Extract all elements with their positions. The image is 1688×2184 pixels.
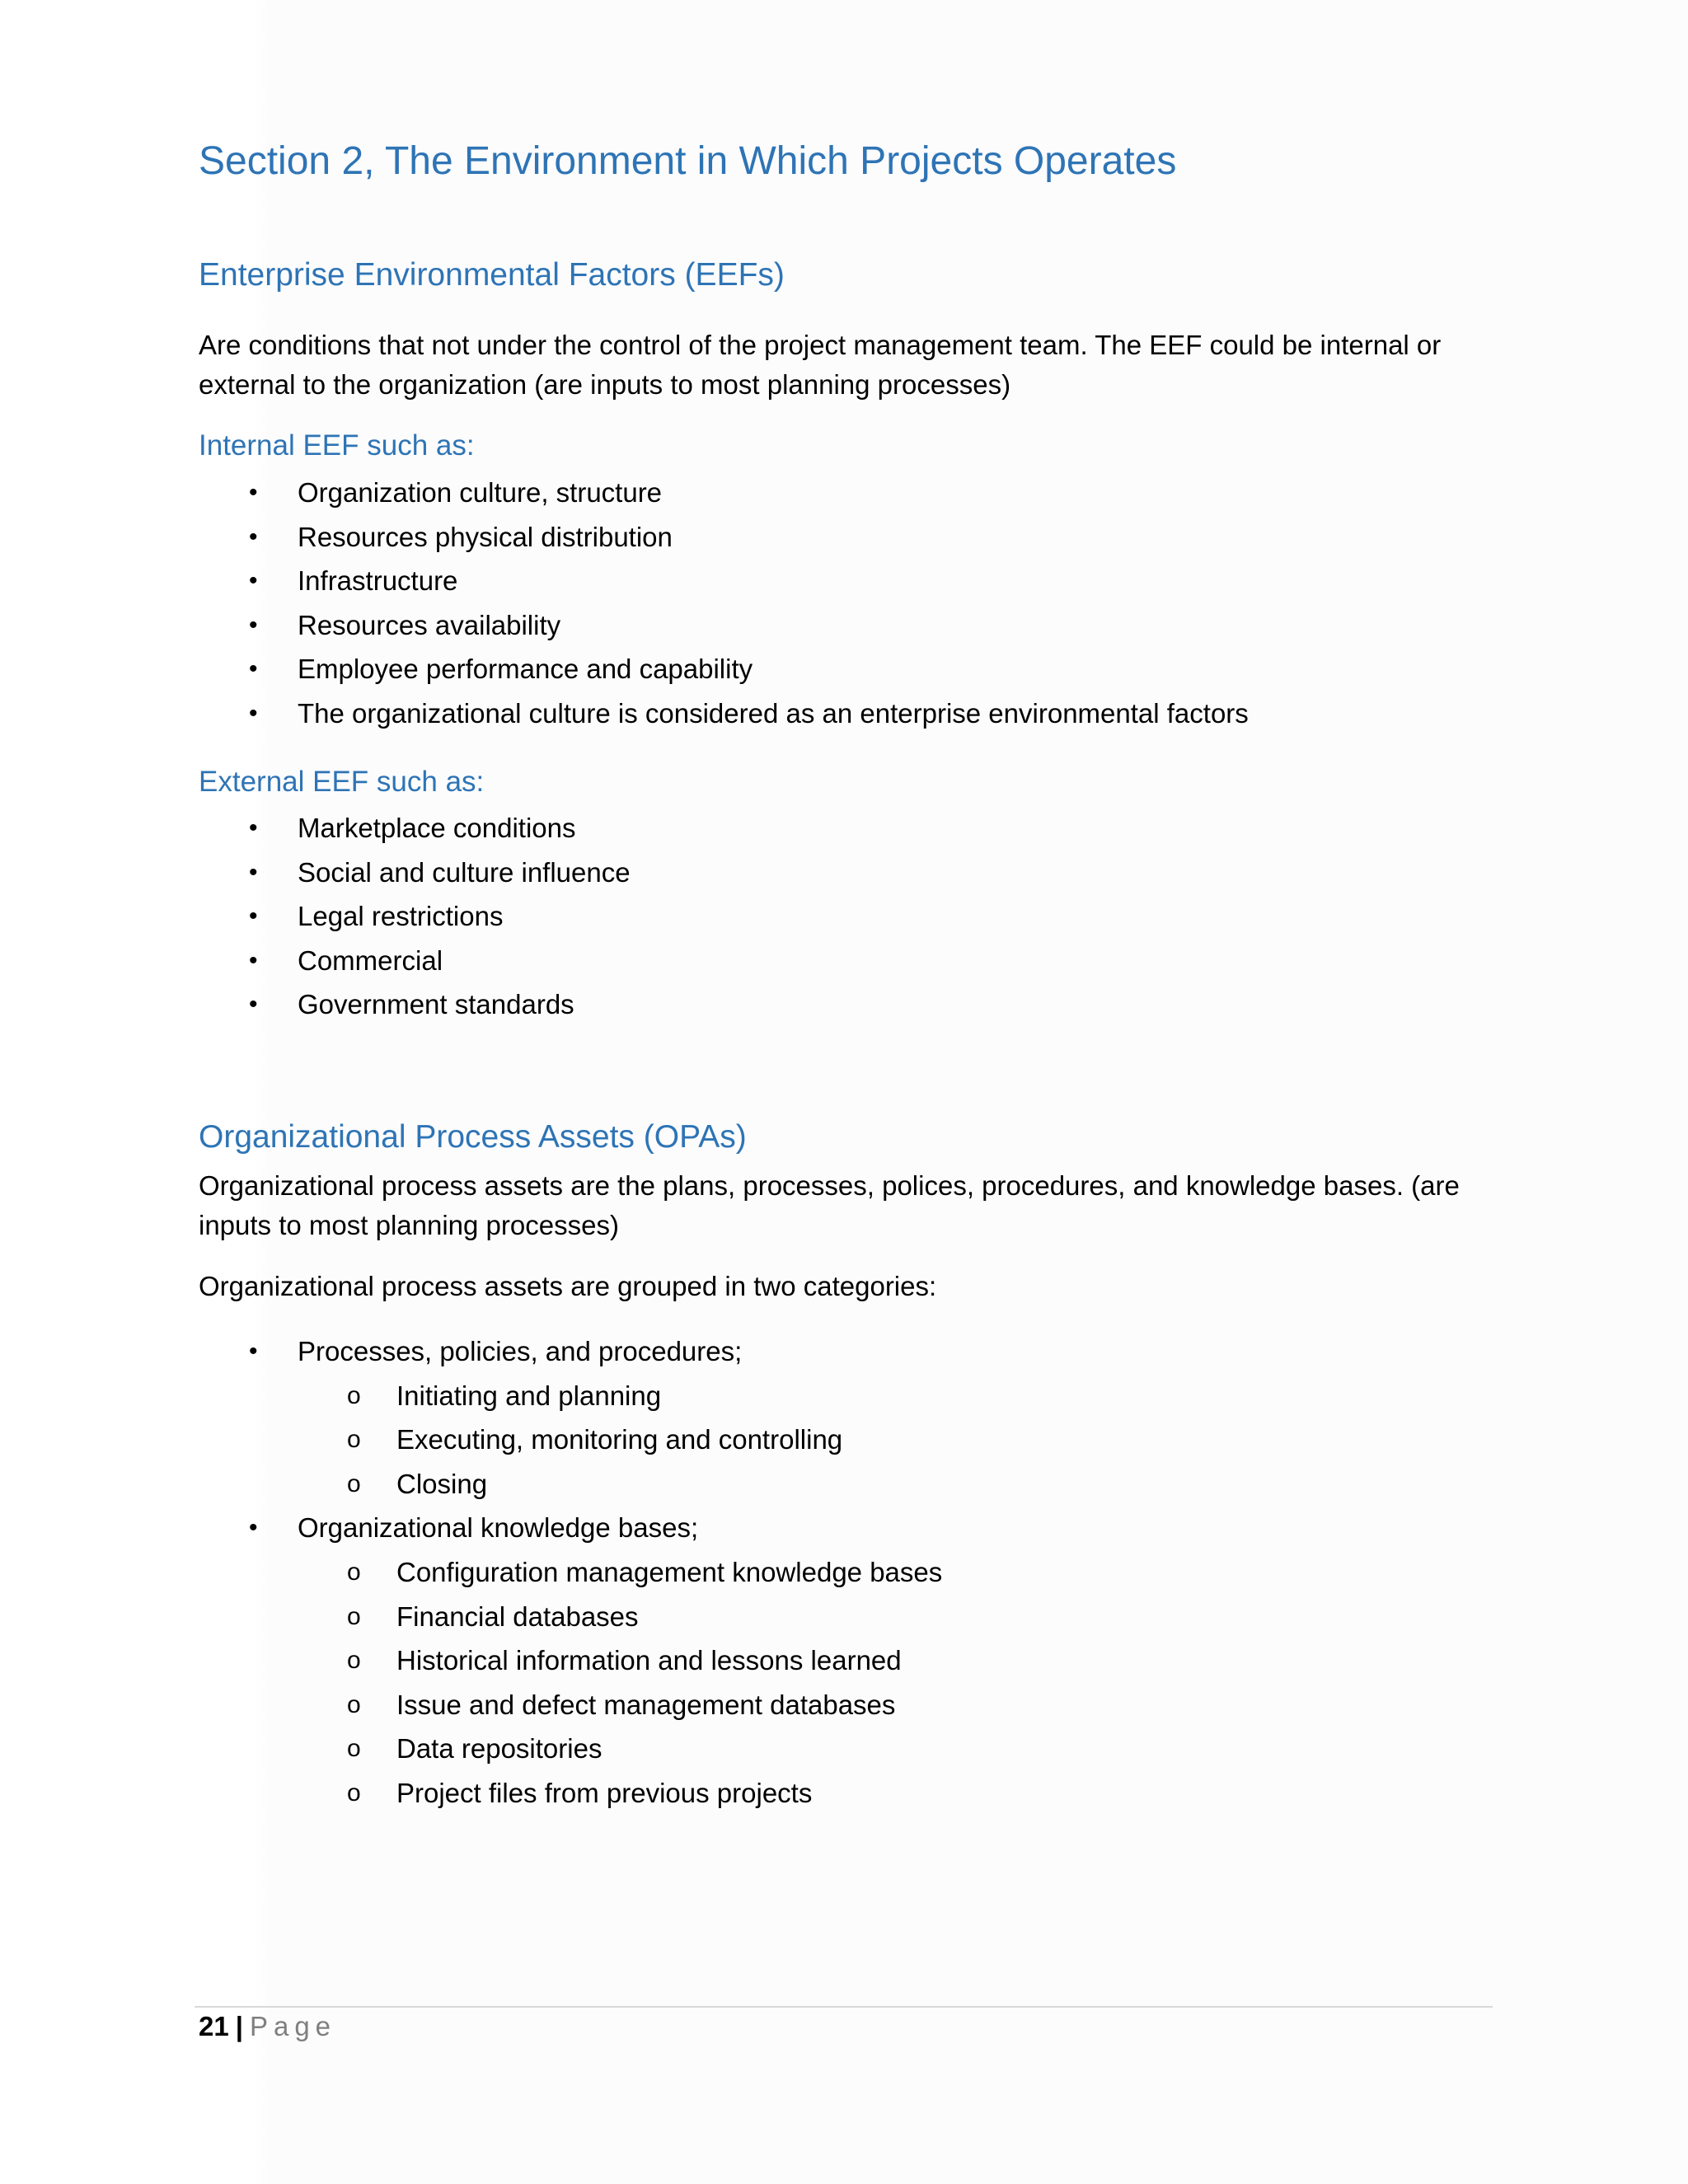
list-item: • Resources availability [199, 603, 1493, 648]
section-title: Section 2, The Environment in Which Projects Operates [199, 139, 1177, 183]
circle-bullet-icon: o [347, 1381, 361, 1409]
bullet-icon: • [249, 567, 258, 595]
circle-bullet-icon: o [347, 1558, 361, 1586]
external-eef-heading: External EEF such as: [199, 766, 485, 798]
circle-bullet-icon: o [347, 1779, 361, 1807]
bullet-icon: • [249, 902, 258, 930]
page-label: Page [249, 2011, 337, 2041]
circle-bullet-icon: o [347, 1735, 361, 1763]
list-item: • Organization culture, structure [199, 471, 1493, 515]
sub-list-item: o Issue and defect management databases [199, 1683, 1493, 1727]
footer-separator: | [235, 2011, 243, 2041]
list-item: • Marketplace conditions [199, 806, 1493, 851]
opa-heading: Organizational Process Assets (OPAs) [199, 1119, 747, 1155]
list-item: • Resources physical distribution [199, 515, 1493, 560]
opa-categories-list [199, 1329, 1493, 1816]
opa-categories-intro: Organizational process assets are grouped in two categories: [199, 1271, 937, 1301]
sub-list-item: o Initiating and planning [199, 1374, 1493, 1418]
list-item: • Infrastructure [199, 559, 1493, 603]
bullet-icon: • [249, 611, 258, 639]
footer-divider [195, 2006, 1493, 2008]
sub-list-item: o Project files from previous projects [199, 1771, 1493, 1816]
knowledge-bases-sub-list [199, 1550, 1493, 1816]
sub-list-item: o Financial databases [199, 1595, 1493, 1639]
bullet-icon: • [249, 991, 258, 1019]
external-eef-list [199, 806, 1493, 1027]
eef-intro: Are conditions that not under the control of the project management team. The EEF could be internal or external to the organization (are inputs to most planning processes) [199, 330, 1442, 400]
sub-list-item: o Data repositories [199, 1727, 1493, 1771]
bullet-icon: • [249, 1514, 258, 1542]
bullet-icon: • [249, 1338, 258, 1365]
nested-list-wrapper [199, 1550, 1493, 1816]
bullet-icon: • [249, 655, 258, 683]
list-item: • The organizational culture is considered as an enterprise environmental factors [199, 691, 1493, 736]
internal-eef-heading: Internal EEF such as: [199, 429, 475, 462]
page-footer [199, 2011, 336, 2042]
list-item: • Processes, policies, and procedures; [199, 1329, 1493, 1374]
eef-heading: Enterprise Environmental Factors (EEFs) [199, 257, 785, 293]
opa-intro: Organizational process assets are the plans, processes, polices, procedures, and knowledge bases. (are inputs to most planning processes) [199, 1170, 1460, 1240]
processes-sub-list [199, 1374, 1493, 1507]
list-item: • Commercial [199, 939, 1493, 983]
circle-bullet-icon: o [347, 1647, 361, 1675]
nested-list-wrapper [199, 1374, 1493, 1507]
circle-bullet-icon: o [347, 1469, 361, 1497]
bullet-icon: • [249, 523, 258, 551]
sub-list-item: o Closing [199, 1462, 1493, 1507]
sub-list-item: o Historical information and lessons learned [199, 1638, 1493, 1683]
list-item: • Social and culture influence [199, 851, 1493, 895]
bullet-icon: • [249, 858, 258, 886]
list-item: • Employee performance and capability [199, 647, 1493, 691]
sub-list-item: o Configuration management knowledge bases [199, 1550, 1493, 1595]
circle-bullet-icon: o [347, 1690, 361, 1718]
bullet-icon: • [249, 479, 258, 506]
internal-eef-list [199, 471, 1493, 736]
bullet-icon: • [249, 814, 258, 841]
list-item: • Legal restrictions [199, 894, 1493, 939]
list-item: • Government standards [199, 982, 1493, 1027]
bullet-icon: • [249, 699, 258, 727]
list-item: • Organizational knowledge bases; [199, 1506, 1493, 1550]
page-number: 21 [199, 2011, 229, 2041]
bullet-icon: • [249, 946, 258, 974]
circle-bullet-icon: o [347, 1426, 361, 1454]
sub-list-item: o Executing, monitoring and controlling [199, 1418, 1493, 1462]
circle-bullet-icon: o [347, 1602, 361, 1630]
